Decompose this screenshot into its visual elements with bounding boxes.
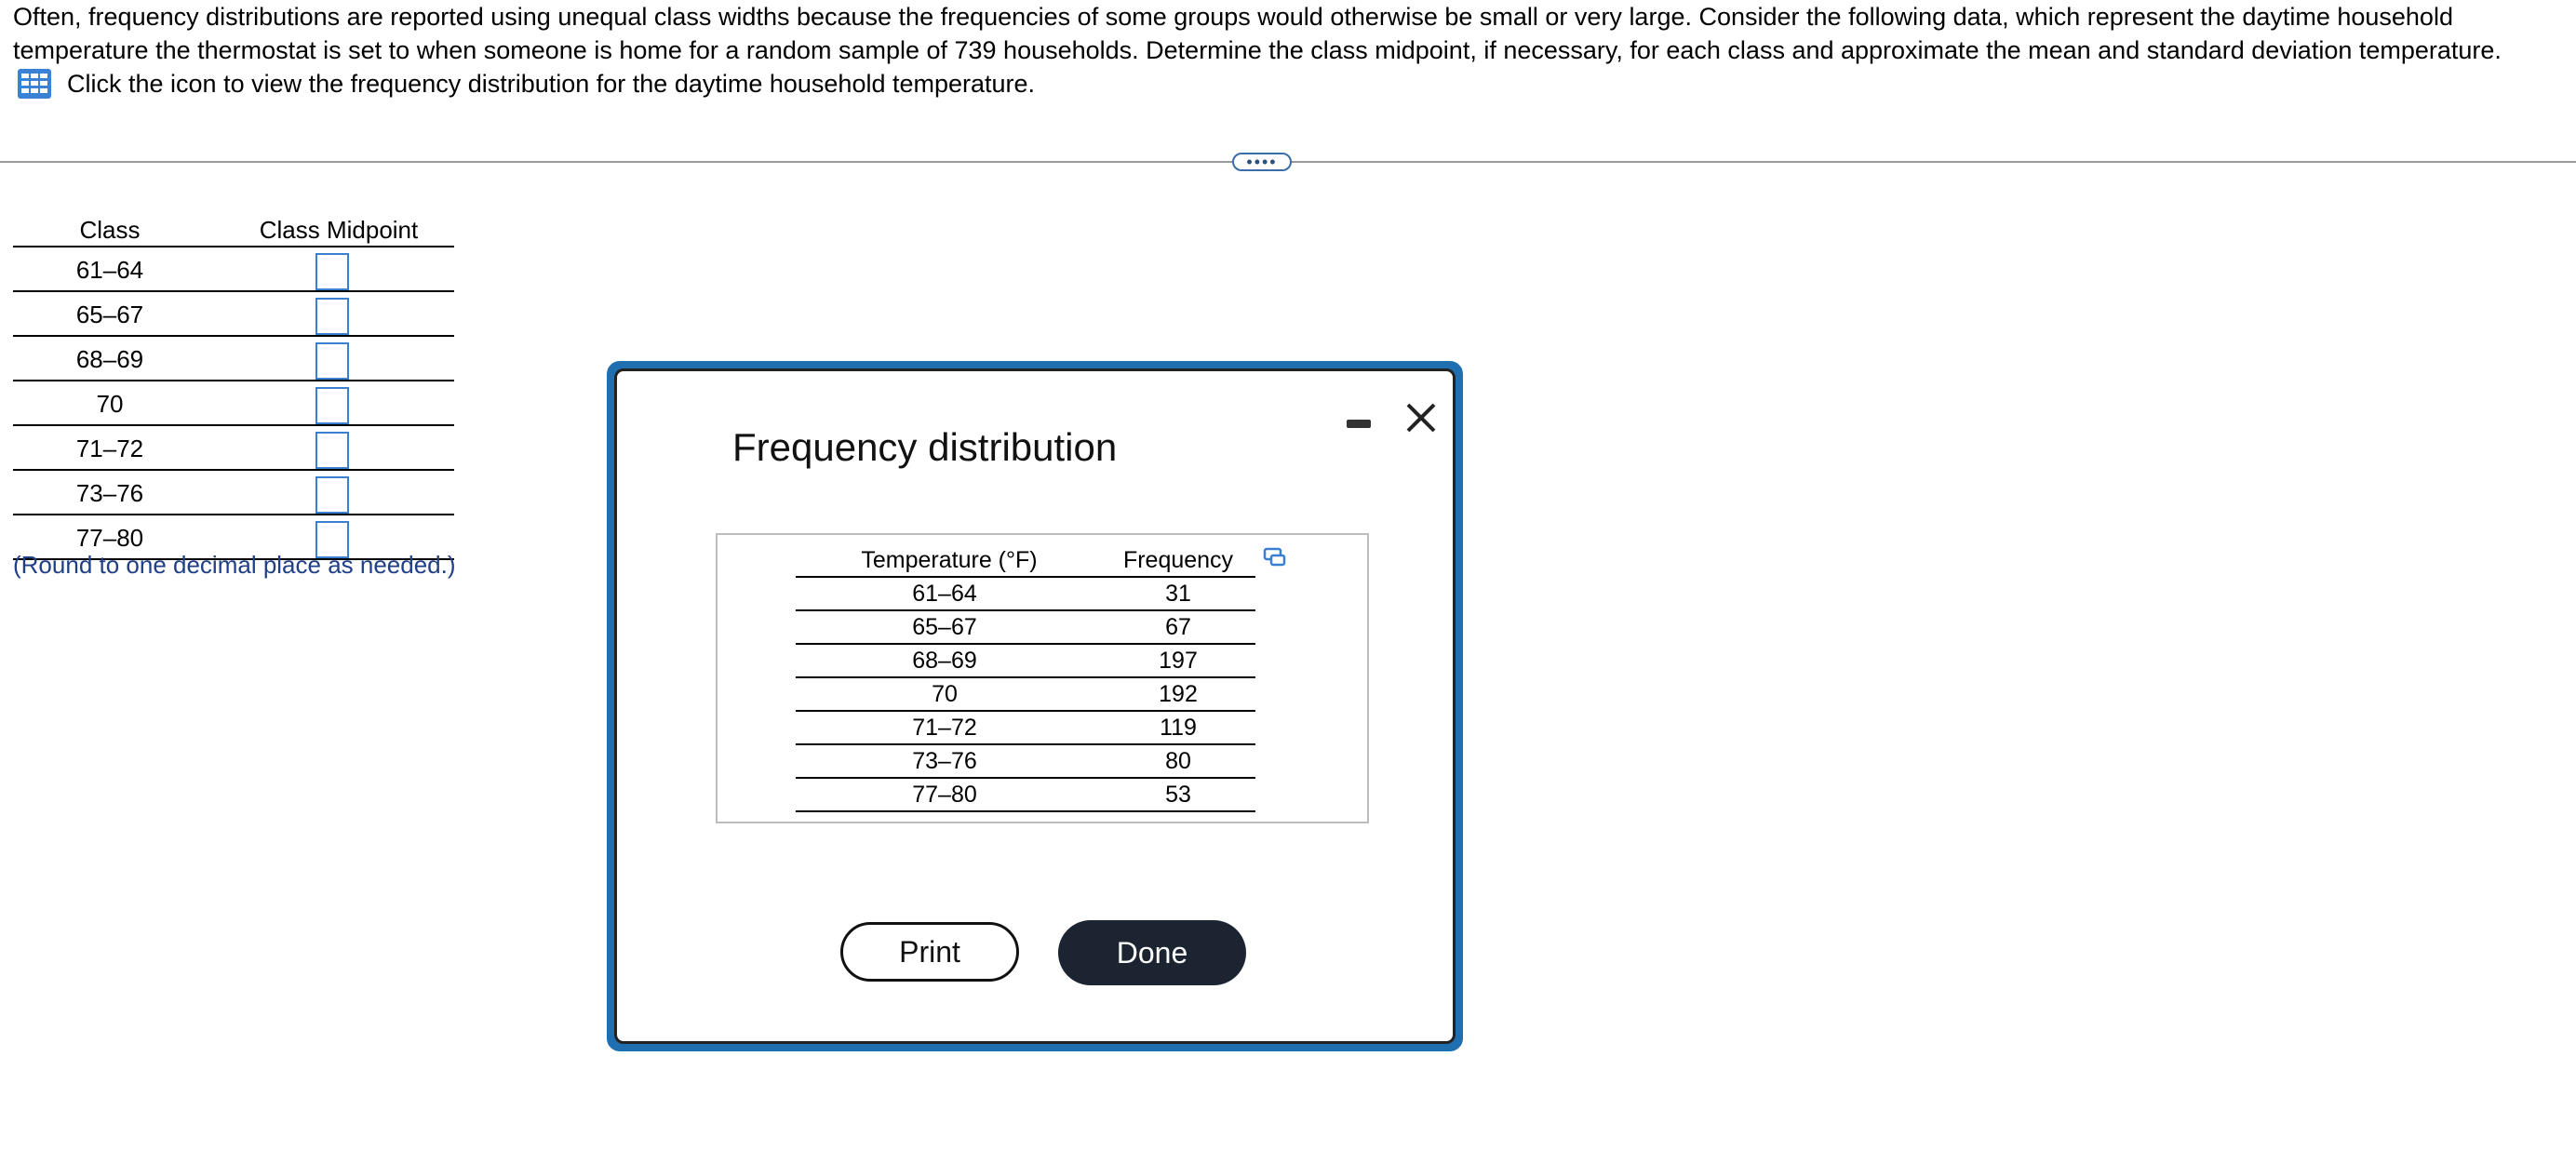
class-label: 73–76 — [75, 479, 144, 507]
frequency-cell: 119 — [1160, 715, 1197, 741]
question-text: Often, frequency distributions are reported using unequal class widths because the frequencies of some groups would otherwise be small or very large. Consider the following data, which represent the daytime household temperature the thermostat is set to when someone is home for a random sample of 739 households. Determine the class midpoint, if necessary, for each class and approximate the mean and standard deviation temperature. — [13, 3, 2502, 64]
frequency-cell: 197 — [1159, 648, 1198, 674]
frequency-cell: 80 — [1165, 748, 1191, 774]
frequency-table-box — [716, 533, 1369, 823]
frequency-table-header — [796, 542, 1255, 578]
done-button[interactable]: Done — [1058, 920, 1246, 985]
table-row — [796, 779, 1255, 812]
midpoint-input[interactable] — [315, 298, 349, 335]
minimize-icon[interactable] — [1347, 420, 1371, 428]
midpoint-input[interactable] — [315, 342, 349, 380]
class-label: 77–80 — [75, 524, 144, 552]
answer-table-header — [13, 212, 454, 247]
more-options-button[interactable]: •••• — [1232, 153, 1292, 171]
table-row — [13, 471, 454, 515]
midpoint-header: Class Midpoint — [259, 216, 419, 244]
table-grid-icon[interactable] — [17, 68, 52, 100]
dialog-body — [614, 368, 1456, 1044]
rounding-note: (Round to one decimal place as needed.) — [13, 551, 456, 579]
midpoint-input[interactable] — [315, 476, 349, 514]
class-label: 65–67 — [75, 301, 144, 328]
midpoint-input[interactable] — [315, 387, 349, 424]
temperature-cell: 61–64 — [912, 581, 977, 607]
table-row — [13, 247, 454, 292]
class-label: 61–64 — [75, 256, 144, 284]
copy-icon[interactable] — [1263, 546, 1287, 568]
table-row — [796, 712, 1255, 745]
print-button[interactable]: Print — [840, 922, 1019, 982]
table-row — [13, 381, 454, 426]
table-row — [796, 678, 1255, 712]
frequency-distribution-dialog — [607, 361, 1463, 1051]
table-row — [13, 337, 454, 381]
table-row — [796, 645, 1255, 678]
midpoint-input[interactable] — [315, 253, 349, 290]
table-row — [796, 578, 1255, 611]
dialog-title: Frequency distribution — [732, 425, 1118, 469]
view-distribution-link — [17, 67, 1035, 100]
class-header: Class — [79, 216, 141, 244]
class-label: 68–69 — [75, 345, 144, 373]
temperature-cell: 65–67 — [912, 614, 977, 640]
frequency-header: Frequency — [1122, 547, 1234, 573]
temperature-cell: 77–80 — [912, 782, 977, 808]
table-row — [13, 292, 454, 337]
temperature-cell: 73–76 — [912, 748, 977, 774]
temperature-cell: 70 — [932, 681, 958, 707]
temperature-cell: 71–72 — [912, 715, 977, 741]
answer-table — [13, 212, 454, 560]
midpoint-input[interactable] — [315, 432, 349, 469]
temperature-header: Temperature (°F) — [861, 547, 1038, 573]
table-row — [13, 426, 454, 471]
table-row — [796, 611, 1255, 645]
frequency-table — [796, 542, 1255, 812]
view-distribution-text: Click the icon to view the frequency distribution for the daytime household temperature. — [67, 69, 1036, 98]
frequency-cell: 31 — [1165, 581, 1191, 607]
frequency-cell: 192 — [1159, 681, 1198, 707]
class-label: 70 — [96, 390, 124, 418]
class-label: 71–72 — [75, 435, 144, 462]
table-row — [796, 745, 1255, 779]
frequency-cell: 53 — [1165, 782, 1191, 808]
temperature-cell: 68–69 — [912, 648, 977, 674]
close-icon[interactable] — [1402, 399, 1440, 436]
frequency-cell: 67 — [1165, 614, 1191, 640]
